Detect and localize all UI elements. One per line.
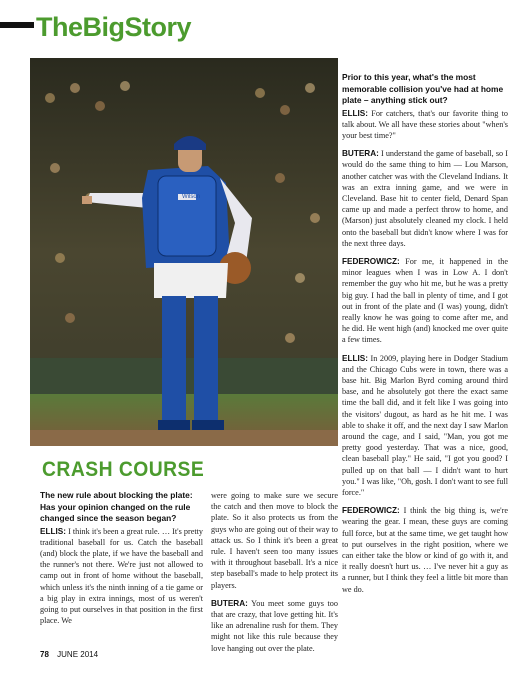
- speaker-label: FEDEROWICZ:: [342, 506, 400, 516]
- answer-paragraph: [342, 148, 508, 249]
- catcher-photo: [30, 58, 338, 446]
- article-column-middle: [211, 490, 338, 661]
- answer-paragraph: [342, 256, 508, 346]
- speaker-label: ELLIS:: [342, 353, 368, 363]
- logo-big: Big: [82, 12, 125, 42]
- page-footer: [40, 650, 98, 659]
- answer-text: For me, it happened in the minor leagues when I was in Low A. I don't remember the guy who hit me, but he was a pretty big guy. I had the ball in plenty of time, and I got out in front of the plate and (I was) young, didn't really know he was going to come after me, and he did. He went high (and) knocked me over quite a few times.: [342, 256, 508, 345]
- section-logo: [36, 12, 191, 43]
- answer-text: You meet some guys too that are crazy, that love getting hit. It's like an adrenaline rush for them. They might not like this rule because they love hanging out over the plate.: [211, 598, 338, 653]
- article-column-left: [40, 490, 203, 633]
- speaker-label: ELLIS:: [342, 108, 368, 118]
- logo-story: Story: [124, 12, 192, 42]
- answer-paragraph: [211, 490, 338, 591]
- header-rule: [0, 22, 34, 28]
- speaker-label: FEDEROWICZ:: [342, 256, 400, 266]
- speaker-label: ELLIS:: [40, 526, 66, 536]
- logo-the: The: [36, 12, 83, 42]
- answer-paragraph: [342, 353, 508, 499]
- answer-text: For catchers, that's our favorite thing to talk about. We all have these stories about "when's your best time?": [342, 108, 509, 140]
- page-header: [0, 0, 518, 58]
- speaker-label: BUTERA:: [342, 149, 379, 159]
- issue-date: JUNE 2014: [57, 650, 99, 659]
- answer-paragraph: [40, 526, 203, 627]
- question: The new rule about blocking the plate: Has your opinion changed on the rule changed since the season began?: [40, 490, 193, 523]
- answer-text: I understand the game of baseball, so I would do the same thing to him — Lou Marson, another catcher was with the Cleveland Indians. It was an extra inning game, and we were in Cleveland. Base hit to center field, Denard Span came up and made a perfect throw to home, and (Marson) just absolutely cleaned my clock. I held onto the baseball but didn't know where I was for the next three days.: [342, 149, 508, 248]
- speaker-label: BUTERA:: [211, 598, 248, 608]
- answer-text: were going to make sure we secure the catch and then move to block the plate. So it also protects us from the guys who are going out of their way to attack us. So I think it's been a great rule. I haven't seen too many issues with it throughout baseball. It's a nice step baseball's made to help protect its players.: [211, 491, 338, 590]
- page-number: 78: [40, 650, 49, 659]
- answer-text: I think the big thing is, we're wearing the gear. I mean, these guys are coming full force, but at the same time, we get taught how to put ourselves in the right position, where we can either take the blow or kind of go with it, and it really doesn't hurt us. … I've never hit a guy as a runner, but I think they feel a little bit more than we do.: [342, 506, 509, 594]
- answer-paragraph: [211, 598, 338, 654]
- answer-paragraph: [342, 108, 508, 142]
- answer-paragraph: [342, 505, 508, 595]
- question: Prior to this year, what's the most memorable collision you've had at home plate – anything stick out?: [342, 72, 504, 105]
- svg-text:Wilson: Wilson: [182, 194, 201, 200]
- article-column-right: [342, 72, 508, 602]
- section-title: CRASH COURSE: [42, 458, 205, 481]
- answer-text: In 2009, playing here in Dodger Stadium and the Chicago Cubs were in town, there was a base hit. Big Marlon Byrd coming around third base, and he absolutely got there the exact same time the ball did, and it felt like I was going into the visitors' dugout, as hard as he hit me. I was able to shake it off, and the next day I saw Marlon around the cage, and I said, "Man, you got me pretty good yesterday. That was a nice, good, clean baseball play." He said, "I got you good? I pulled up on that ball — I didn't want to hurt you." I was like, "Oh, gosh. I don't want to see full force.": [342, 353, 509, 497]
- answer-text: I think it's been a great rule. … It's pretty traditional baseball for us. Catch the baseball (and) block the plate, if we have the baseball and the runner's not there. We're just not allowed to camp out in front of home without the baseball, which unless it's the ninth inning of a tie game or a big play in extra innings, most of us weren't going to put ourselves in that position in the first place. We: [40, 526, 204, 626]
